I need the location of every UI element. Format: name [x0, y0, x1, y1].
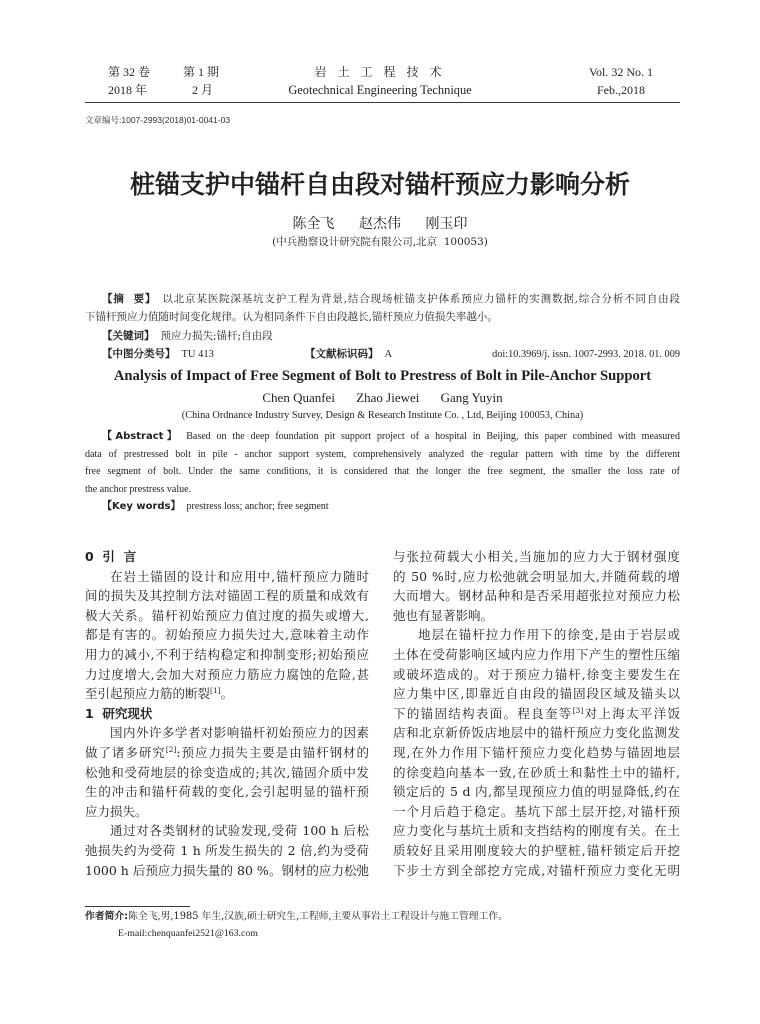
paragraph — [393, 625, 680, 880]
line-text: 。 — [220, 686, 234, 702]
body-text-line: 生的冲击和锚杆荷载的变化,会引起明显的锚杆预 — [85, 784, 369, 800]
author-name: 陈全飞 — [292, 216, 335, 232]
paragraph — [85, 821, 369, 880]
author-email: E-mail:chenquanfei2521@163.com — [118, 928, 258, 939]
author-name: 刚玉印 — [425, 216, 468, 232]
body-text-line — [85, 684, 369, 704]
body-text-line: 都是有害的。初始预应力损失过大,意味着主动作 — [85, 627, 369, 643]
author-name-en: Chen Quanfei — [262, 390, 335, 405]
body-text-line: 力过度增大,会加大对预应力筋应力腐蚀的危险,甚 — [85, 666, 369, 682]
authors-en — [0, 390, 760, 406]
body-text-line: 弛也有显著影响。 — [393, 607, 494, 623]
keywords-en-label: 【Key words】 — [102, 501, 181, 512]
body-text-line: 1000 h 后预应力损失量的 80 %。钢材的应力松弛 — [85, 862, 369, 878]
body-text-line — [85, 743, 369, 763]
author-name: 赵杰伟 — [359, 216, 401, 232]
body-text-line: 松弛和受荷地层的徐变造成的;其次,锚固介质中发 — [85, 764, 369, 780]
header-month: 2 月 — [192, 83, 214, 97]
author-name-en: Zhao Jiewei — [356, 390, 420, 405]
doi: doi:10.3969/j. issn. 1007-2993. 2018. 01. 009 — [492, 349, 680, 360]
paragraph — [85, 567, 369, 704]
affiliation-en: (China Ordnance Industry Survey, Design & Research Institute Co. , Ltd, Beijing 100053, China) — [181, 410, 584, 421]
document-code — [305, 348, 392, 361]
body-text-line: 大而增大。钢材品种和是否采用超张拉对预应力松 — [393, 588, 680, 604]
section-heading: 0 引 言 — [85, 549, 137, 564]
line-text: :预应力损失主要是由锚杆钢材的 — [176, 744, 369, 760]
abstract-en-text: Based on the deep foundation pit support project of a hospital in Beijing, this paper combined with measured — [186, 431, 680, 442]
abstract-en-line: the anchor prestress value. — [85, 484, 192, 495]
body-text-line: 间的损失及其控制方法对锚固工程的质量和成效有 — [85, 588, 369, 604]
document-code-label: 【文献标识码】 — [305, 348, 379, 360]
body-text-line: 现,在外力作用下锚杆预应力变化趋势与锚固地层 — [393, 744, 680, 760]
line-text: 下的锚固结构表面。程良奎等 — [393, 705, 573, 721]
body-text-line: 国内外许多学者对影响锚杆初始预应力的因素 — [110, 725, 369, 741]
author-bio-label: 作者简介: — [85, 911, 129, 922]
body-text-line: 一个月后趋于稳定。基坑下部土层开挖,对锚杆预 — [393, 803, 680, 819]
footnote-rule — [85, 906, 190, 907]
keywords-cn — [85, 330, 680, 343]
abstract-cn-line: 下锚杆预应力值随时间变化规律。认为相同条件下自由段越长,锚杆预应力值损失率越小。 — [85, 311, 498, 323]
classification-value: TU 413 — [181, 349, 214, 360]
body-text-line: 通过对各类钢材的试验发现,受荷 100 h 后松 — [110, 823, 369, 839]
citation-ref: [3] — [572, 705, 584, 715]
abstract-en-line — [85, 431, 680, 443]
page-title: 桩锚支护中锚杆自由段对锚杆预应力影响分析 — [129, 170, 630, 199]
document-code-value: A — [384, 349, 393, 360]
classification-label: 【中图分类号】 — [102, 348, 176, 360]
body-text-line: 极大关系。锚杆初始预应力值过度的损失或增大, — [85, 607, 369, 623]
header-issue: 第 1 期 — [183, 65, 220, 79]
abstract-en-label: 【Abstract】 — [102, 431, 181, 442]
affiliation-cn: (中兵勘察设计研究院有限公司,北京 100053) — [272, 236, 488, 248]
body-text-line — [393, 704, 680, 724]
body-text-line: 锁定后的 5 d 内,都呈现预应力值的明显降低,约在 — [393, 784, 680, 800]
body-text-line: 的徐变趋向基本一致,在砂质土和黏性土中的锚杆, — [393, 764, 680, 780]
line-text: 做了诸多研究 — [85, 744, 166, 760]
citation-ref: [2] — [165, 744, 177, 754]
abstract-cn-text: 以北京某医院深基坑支护工程为背景,结合现场桩锚支护体系预应力锚杆的实测数据,综合分析不同自由段 — [162, 293, 680, 305]
body-text-line: 应力变化与基坑土质和支挡结构的刚度有关。在土 — [393, 823, 680, 839]
keywords-en-text: prestress loss; anchor; free segment — [186, 501, 329, 512]
header-volume: 第 32 卷 — [108, 65, 151, 79]
journal-name-en: Geotechnical Engineering Technique — [288, 83, 472, 97]
citation-ref: [1] — [210, 686, 221, 696]
abstract-en-line: free segment of bolt. Under the same conditions, it is considered that the longer the free segment, the smaller the loss rate of — [85, 466, 680, 477]
keywords-cn-text: 预应力损失;锚杆;自由段 — [160, 330, 273, 342]
body-text-line: 质较好且采用刚度较大的护壁桩,锚杆锁定后开挖 — [393, 842, 680, 858]
abstract-en-line: data of prestressed bolt in pile - anchor support system, comprehensively analyzed the regular pattern with time by the different — [85, 449, 680, 460]
journal-name-cn: 岩 土 工 程 技 术 — [314, 65, 446, 79]
line-text: 至引起预应力筋的断裂 — [85, 686, 211, 702]
body-text-line: 弛损失约为受荷 1 h 所发生损失的 2 倍,约为受荷 — [85, 842, 369, 858]
header-date-en: Feb.,2018 — [597, 83, 645, 97]
body-text-line: 或破坏造成的。对于预应力锚杆,徐变主要发生在 — [393, 666, 680, 682]
body-text-line: 在岩土锚固的设计和应用中,锚杆预应力随时 — [110, 568, 369, 584]
header-year: 2018 年 — [108, 83, 148, 97]
body-column-right — [393, 547, 680, 880]
body-text-line: 应力损失。 — [85, 803, 148, 819]
body-text-line: 与张拉荷载大小相关,当施加的应力大于钢材强度 — [393, 549, 680, 564]
authors-cn — [0, 216, 760, 233]
header-vol-no: Vol. 32 No. 1 — [588, 65, 654, 79]
body-text-line: 下步土方到全部挖方完成,对锚杆预应力变化无明 — [393, 862, 680, 878]
paragraph — [393, 547, 680, 625]
article-number: 文章编号:1007-2993(2018)01-0041-03 — [85, 115, 231, 125]
section-heading: 1 研究现状 — [85, 705, 153, 721]
author-bio-text: 陈全飞,男,1985 年生,汉族,硕士研究生,工程师,主要从事岩土工程设计与施工管理工作。 — [128, 911, 508, 922]
body-text-line: 店和北京新侨饭店地层中的锚杆预应力变化监测发 — [393, 725, 680, 741]
body-text-line: 的 50 %时,应力松弛就会明显加大,并随荷载的增 — [393, 568, 680, 584]
author-name-en: Gang Yuyin — [440, 390, 503, 405]
keywords-en — [85, 501, 680, 513]
body-column-left — [85, 547, 369, 880]
body-text-line: 土体在受荷影响区域内应力作用下产生的塑性压缩 — [393, 646, 680, 662]
author-bio — [85, 911, 508, 923]
paragraph — [85, 723, 369, 821]
abstract-cn-label: 【摘 要】 — [102, 293, 157, 305]
title-en: Analysis of Impact of Free Segment of Bolt to Prestress of Bolt in Pile-Anchor Support — [113, 368, 652, 384]
keywords-cn-label: 【关键词】 — [102, 330, 155, 342]
body-text-line: 地层在锚杆拉力作用下的徐变,是由于岩层或 — [418, 627, 680, 643]
body-text-line: 应力集中区,即靠近自由段的锚固段区域及锚头以 — [393, 686, 680, 702]
header-rule — [85, 102, 680, 103]
body-text-line: 用力的减小,不利于结构稳定和抑制变形;初始预应 — [85, 646, 369, 662]
line-text: 对上海太平洋饭 — [583, 705, 680, 721]
abstract-cn-line — [85, 293, 680, 306]
